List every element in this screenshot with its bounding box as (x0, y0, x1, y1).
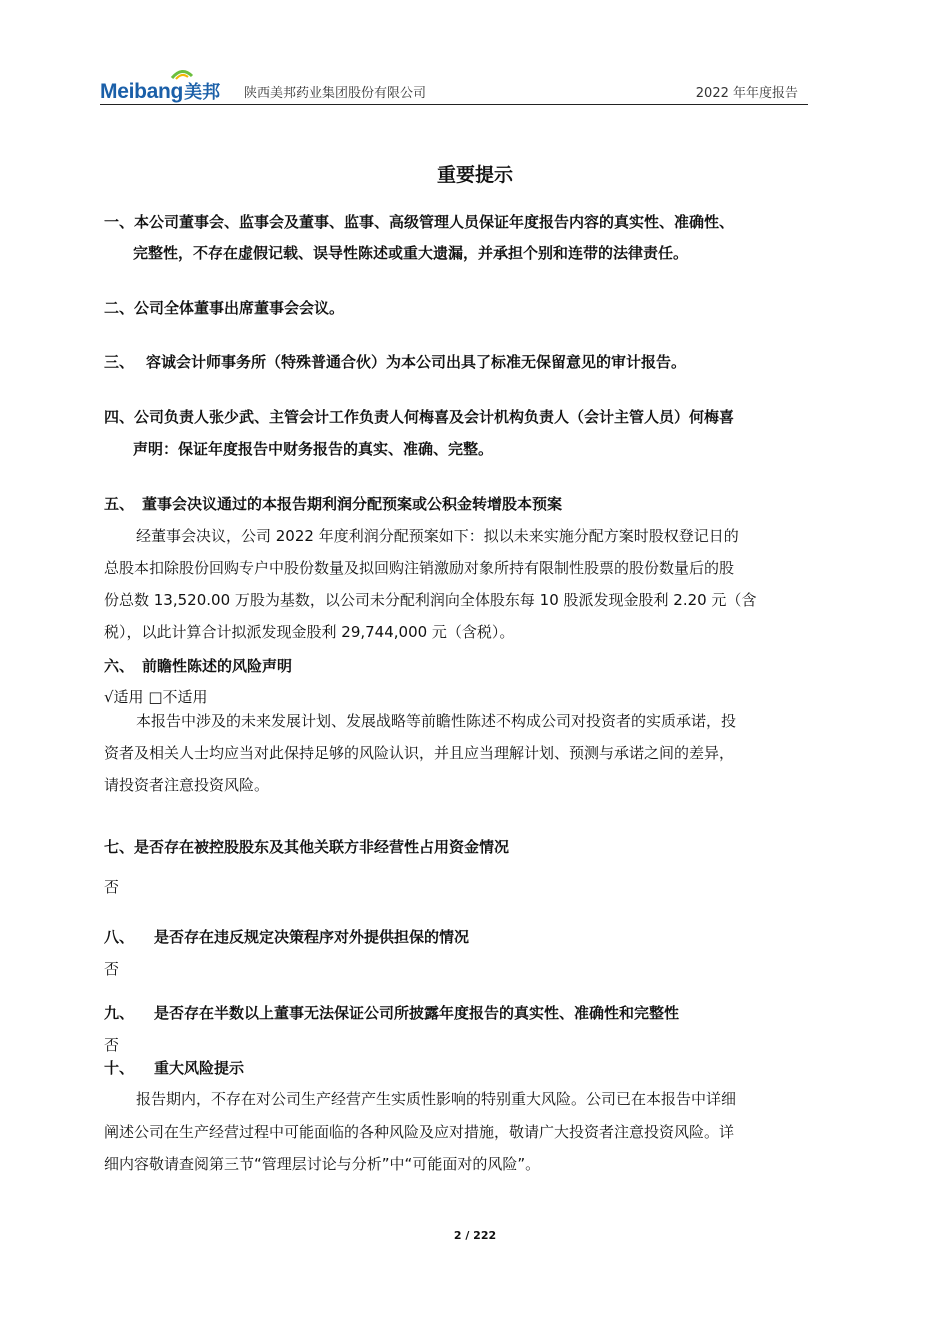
section-3-number: 三、 (104, 353, 135, 371)
section-10-number: 十、 (104, 1059, 135, 1077)
section-3-text: 容诚会计师事务所（特殊普通合伙）为本公司出具了标准无保留意见的审计报告。 (146, 353, 687, 371)
logo-wordmark: Meibang (100, 80, 184, 103)
section-10-para-line-3: 细内容敬请查阅第三节“管理层讨论与分析”中“可能面对的风险”。 (104, 1155, 541, 1173)
section-6-heading: 前瞻性陈述的风险声明 (142, 657, 293, 675)
section-8-answer: 否 (104, 960, 120, 978)
section-1-line-2: 完整性，不存在虚假记载、误导性陈述或重大遗漏，并承担个别和连带的法律责任。 (133, 244, 689, 262)
section-4-line-2: 声明：保证年度报告中财务报告的真实、准确、完整。 (133, 440, 494, 458)
company-logo (100, 72, 220, 102)
logo-chinese: 美邦 (184, 82, 221, 103)
section-2: 二、公司全体董事出席董事会会议。 (104, 299, 345, 317)
section-5-para-line-2: 总股本扣除股份回购专户中股份数量及拟回购注销激励对象所持有限制性股票的股份数量后的股 (104, 559, 735, 577)
applicability-checkbox-row: √适用 □不适用 (104, 688, 208, 706)
section-7-heading: 七、是否存在被控股股东及其他关联方非经营性占用资金情况 (104, 838, 510, 856)
section-7-answer: 否 (104, 878, 120, 896)
report-title: 2022 年年度报告 (695, 86, 798, 101)
section-1-line-1: 一、本公司董事会、监事会及董事、监事、高级管理人员保证年度报告内容的真实性、准确性、 (104, 213, 735, 231)
section-4-line-1: 四、公司负责人张少武、主管会计工作负责人何梅喜及会计机构负责人（会计主管人员）何梅喜 (104, 408, 735, 426)
page-header (100, 68, 808, 105)
section-6-number: 六、 (104, 657, 135, 675)
section-5-number: 五、 (104, 495, 135, 513)
company-name: 陕西美邦药业集团股份有限公司 (244, 86, 427, 101)
section-9-heading: 是否存在半数以上董事无法保证公司所披露年度报告的真实性、准确性和完整性 (154, 1004, 680, 1022)
section-6-para-line-1: 本报告中涉及的未来发展计划、发展战略等前瞻性陈述不构成公司对投资者的实质承诺，投 (136, 712, 737, 730)
section-10-para-line-2: 阐述公司在生产经营过程中可能面临的各种风险及应对措施，敬请广大投资者注意投资风险。详 (104, 1123, 735, 1141)
section-9-answer: 否 (104, 1036, 120, 1054)
section-5-para-line-4: 税），以此计算合计拟派发现金股利 29,744,000 元（含税）。 (104, 623, 515, 641)
section-6-para-line-3: 请投资者注意投资风险。 (104, 776, 270, 794)
section-8-number: 八、 (104, 928, 135, 946)
section-6-para-line-2: 资者及相关人士均应当对此保持足够的风险认识，并且应当理解计划、预测与承诺之间的差异， (104, 744, 735, 762)
section-10-heading: 重大风险提示 (154, 1059, 245, 1077)
logo-arc-icon (170, 68, 194, 80)
section-5-heading: 董事会决议通过的本报告期利润分配预案或公积金转增股本预案 (142, 495, 563, 513)
section-5-para-line-1: 经董事会决议，公司 2022 年度利润分配预案如下：拟以未来实施分配方案时股权登记日的 (136, 527, 739, 545)
page-number: 2 / 222 (453, 1229, 497, 1242)
section-9-number: 九、 (104, 1004, 135, 1022)
section-8-heading: 是否存在违反规定决策程序对外提供担保的情况 (154, 928, 470, 946)
section-5-para-line-3: 份总数 13,520.00 万股为基数，以公司未分配利润向全体股东每 10 股派发现金股利 2.20 元（含 (104, 591, 757, 609)
page-title: 重要提示 (436, 164, 513, 186)
section-10-para-line-1: 报告期内，不存在对公司生产经营产生实质性影响的特别重大风险。公司已在本报告中详细 (136, 1090, 737, 1108)
